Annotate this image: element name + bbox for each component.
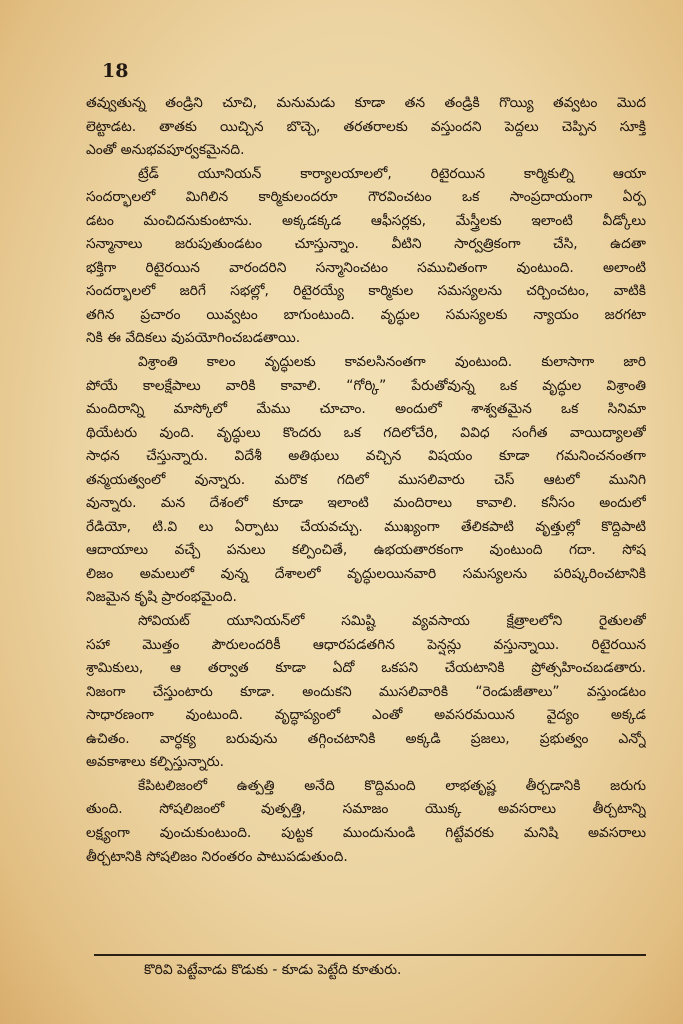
text-line: తగిన ప్రచారం యివ్వటం బాగుంటుంది. వృద్ధుల సమస్యలకు న్యాయం జరగటా bbox=[86, 306, 646, 323]
text-line: లక్ష్యంగా వుంచుకుంటుంది. పుట్టక ముందునుండి గిట్టేవరకు మనిషి అవసరాలు bbox=[86, 824, 646, 841]
text-line: భక్తిగా రిటైరయిన వారందరిని సన్మానించటం సముచితంగా వుంటుంది. అలాంటి bbox=[86, 259, 646, 276]
text-line: వున్నారు. మన దేశంలో కూడా ఇలాంటి మందిరాలు కావాలి. కనీసం అందులో bbox=[86, 495, 646, 512]
body-text bbox=[86, 92, 646, 869]
text-line: సందర్భాలలో మిగిలిన కార్మికులందరూ గౌరవించటం ఒక సాంప్రదాయంగా ఏర్ప bbox=[86, 189, 646, 206]
text-line: ట్రేడ్ యూనియన్ కార్యాలయాలలో, రిటైరయిన కార్మికుల్ని ఆయా bbox=[138, 165, 646, 182]
text-line: సాధారణంగా వుంటుంది. వృద్ధాప్యంలో ఎంతో అవసరమయిన వైద్యం అక్కడ bbox=[86, 707, 646, 724]
text-line: సందర్భాలలో జరిగే సభల్లో, రిటైరయ్యే కార్మికుల సమస్యలను చర్చించటం, వాటికి bbox=[86, 283, 646, 300]
text-line: తవ్వుతున్న తండ్రిని చూచి, మనుమడు కూడా తన తండ్రికి గొయ్యి తవ్వటం మొద bbox=[86, 95, 646, 111]
text-line: మందిరాన్ని మాస్కోలో మేము చూచాం. అందులో శాశ్వతమైన ఒక సినిమా bbox=[86, 401, 646, 418]
text-line: లెట్టాడట. తాతకు యిచ్చిన బొచ్చె, తరతరాలకు వస్తుందని పెద్దలు చెప్పిన సూక్తి bbox=[86, 118, 646, 135]
text-line: తీర్చటానికి సోషలిజం నిరంతరం పాటుపడుతుంది. bbox=[86, 848, 348, 865]
text-line: అవకాశాలు కల్పిస్తున్నారు. bbox=[86, 754, 225, 771]
text-line: సోవియట్ యూనియన్‌లో సమిష్టి వ్యవసాయ క్షేత్రాలలోని రైతులతో bbox=[138, 613, 646, 630]
text-line: నిజంగా చేస్తుంటారు కూడా. అందుకని ముసలివారికి “రెండుజీతాలు” వస్తుండటం bbox=[86, 683, 646, 700]
text-line: తుంది. సోషలిజంలో వుత్పత్తి, సమాజం యొక్క అవసరాలు తీర్చటాన్ని bbox=[86, 801, 646, 818]
text-line: సహా మొత్తం పౌరులందరికీ ఆధారపడతగిన పెన్షన్లు వస్తున్నాయి. రిటైరయిన bbox=[86, 636, 646, 653]
footer-divider bbox=[94, 954, 646, 956]
text-line: థియేటరు వుంది. వృద్ధులు కొందరు ఒక గదిలోచేరి, వివిధ సంగీత వాయిద్యాలతో bbox=[86, 424, 646, 441]
text-line: నికి ఈ వేదికలు వుపయోగించబడతాయి. bbox=[86, 330, 301, 347]
text-line: ఎంతో అనుభవపూర్వకమైనది. bbox=[86, 142, 245, 159]
text-line: సాధన చేస్తున్నారు. విదేశీ అతిథులు వచ్చిన విషయం కూడా గమనించనంతగా bbox=[86, 448, 646, 465]
text-line: సన్మానాలు జరుపుతుండటం చూస్తున్నాం. వీటిని సార్వత్రికంగా చేసి, ఉదతా bbox=[86, 236, 646, 253]
text-line: విశ్రాంతి కాలం వృద్ధులకు కావలసినంతగా వుంటుంది. కులాసాగా జారి bbox=[138, 354, 646, 371]
text-line: నిజమైన కృషి ప్రారంభమైంది. bbox=[86, 589, 237, 606]
text-line: డటం మంచిదనుకుంటాను. అక్కడక్కడ ఆఫీసర్లకు, మేస్త్రీలకు ఇలాంటి వీడ్కోలు bbox=[86, 212, 646, 229]
text-line: రేడియో, టి.వి లు ఏర్పాటు చేయవచ్చు. ముఖ్యంగా తేలికపాటి వృత్తుల్లో కొద్దిపాటి bbox=[86, 518, 646, 535]
text-line: కేపిటలిజంలో ఉత్పత్తి అనేది కొద్దిమంది లాభతృష్ణ తీర్చడానికి జరుగు bbox=[138, 777, 646, 794]
text-line: శ్రామికులు, ఆ తర్వాత కూడా ఏదో ఒకపని చేయటానికి ప్రోత్సహించబడతారు. bbox=[86, 660, 646, 677]
text-line: ఉచితం. వార్ధక్య బరువును తగ్గించటానికి అక్కడి ప్రజలు, ప్రభుత్వం ఎన్నో bbox=[86, 730, 646, 747]
text-line: ఆదాయాలు వచ్చే పనులు కల్పించితే, ఉభయతారకంగా వుంటుంది గదా. సోష bbox=[86, 542, 646, 559]
page-number: 18 bbox=[102, 60, 129, 82]
text-line: పోయే కాలక్షేపాలు వారికి కావాలి. “గోర్కి” పేరుతోవున్న ఒక వృద్ధుల విశ్రాంతి bbox=[86, 377, 646, 394]
footer-proverb: కొరివి పెట్టేవాడు కొడుకు - కూడు పెట్టేది కూతురు. bbox=[144, 962, 402, 978]
text-line: లిజం అమలులో వున్న దేశాలలో వృద్ధులయినవారి సమస్యలను పరిష్కరించటానికి bbox=[86, 565, 646, 582]
text-line: తన్మయత్వంలో వున్నారు. మరొక గదిలో ముసలివారు చెస్ ఆటలో మునిగి bbox=[86, 471, 646, 488]
